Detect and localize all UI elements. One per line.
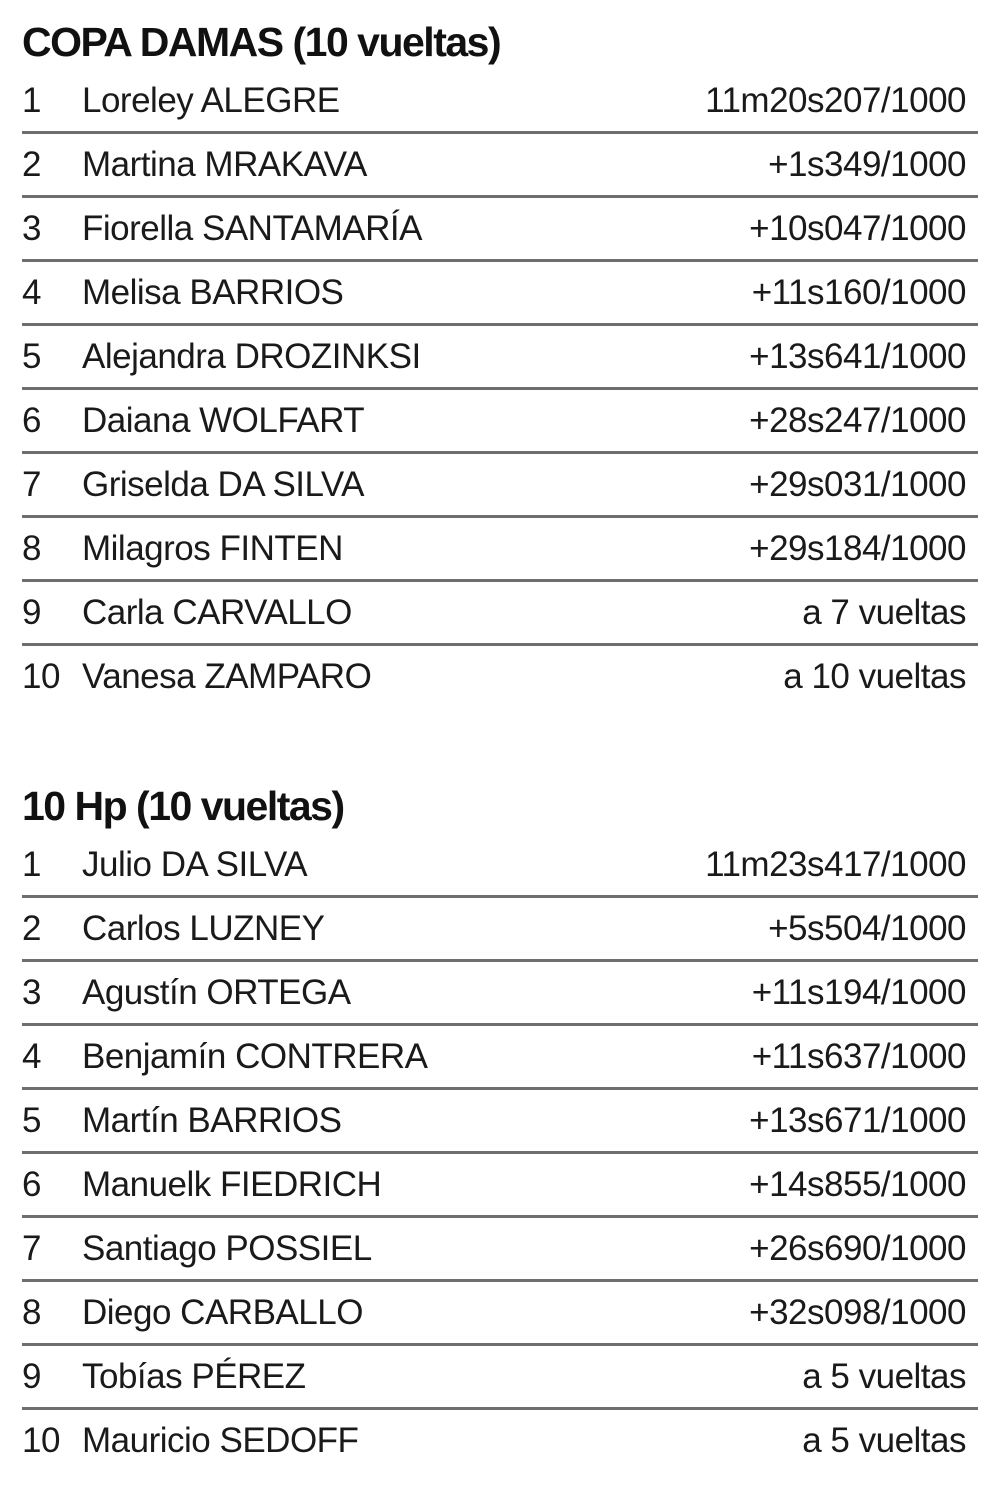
result-row bbox=[22, 646, 978, 710]
race-time: +29s031/1000 bbox=[749, 464, 966, 504]
result-row bbox=[22, 198, 978, 262]
driver-name: Tobías PÉREZ bbox=[82, 1356, 306, 1396]
position: 8 bbox=[22, 528, 41, 568]
result-row bbox=[22, 1218, 978, 1282]
10hp-section bbox=[22, 778, 978, 1474]
result-row bbox=[22, 1282, 978, 1346]
race-time: a 7 vueltas bbox=[802, 592, 966, 632]
position: 5 bbox=[22, 336, 41, 376]
result-row bbox=[22, 262, 978, 326]
position: 9 bbox=[22, 592, 41, 632]
section-title: COPA DAMAS (10 vueltas) bbox=[22, 19, 501, 65]
result-row bbox=[22, 1026, 978, 1090]
result-row bbox=[22, 1090, 978, 1154]
driver-name: Diego CARBALLO bbox=[82, 1292, 363, 1332]
race-time: +14s855/1000 bbox=[749, 1164, 966, 1204]
driver-name: Julio DA SILVA bbox=[82, 844, 308, 884]
race-time: +1s349/1000 bbox=[768, 144, 966, 184]
result-row bbox=[22, 390, 978, 454]
position: 7 bbox=[22, 464, 41, 504]
position: 1 bbox=[22, 80, 41, 120]
driver-name: Martina MRAKAVA bbox=[82, 144, 367, 184]
driver-name: Agustín ORTEGA bbox=[82, 972, 351, 1012]
race-time: 11m20s207/1000 bbox=[705, 80, 966, 120]
race-time: a 10 vueltas bbox=[783, 656, 966, 696]
race-time: +13s641/1000 bbox=[749, 336, 966, 376]
position: 4 bbox=[22, 272, 41, 312]
race-time: +11s637/1000 bbox=[751, 1036, 966, 1076]
driver-name: Vanesa ZAMPARO bbox=[82, 656, 372, 696]
driver-name: Benjamín CONTRERA bbox=[82, 1036, 428, 1076]
race-time: +5s504/1000 bbox=[768, 908, 966, 948]
position: 10 bbox=[22, 1420, 60, 1460]
result-row bbox=[22, 834, 978, 898]
race-time: +11s194/1000 bbox=[751, 972, 966, 1012]
result-row bbox=[22, 962, 978, 1026]
position: 6 bbox=[22, 400, 41, 440]
position: 5 bbox=[22, 1100, 41, 1140]
race-time: +26s690/1000 bbox=[749, 1228, 966, 1268]
driver-name: Fiorella SANTAMARÍA bbox=[82, 208, 422, 248]
result-row bbox=[22, 582, 978, 646]
race-time: 11m23s417/1000 bbox=[705, 844, 966, 884]
copa-damas-section bbox=[22, 14, 978, 710]
race-time: a 5 vueltas bbox=[802, 1356, 966, 1396]
driver-name: Daiana WOLFART bbox=[82, 400, 365, 440]
result-row bbox=[22, 518, 978, 582]
race-time: +13s671/1000 bbox=[749, 1100, 966, 1140]
race-time: +29s184/1000 bbox=[749, 528, 966, 568]
result-row bbox=[22, 1346, 978, 1410]
result-row bbox=[22, 134, 978, 198]
driver-name: Carlos LUZNEY bbox=[82, 908, 325, 948]
race-time: +28s247/1000 bbox=[749, 400, 966, 440]
position: 10 bbox=[22, 656, 60, 696]
driver-name: Manuelk FIEDRICH bbox=[82, 1164, 382, 1204]
results-list bbox=[22, 834, 978, 1474]
result-row bbox=[22, 70, 978, 134]
position: 1 bbox=[22, 844, 41, 884]
driver-name: Loreley ALEGRE bbox=[82, 80, 340, 120]
race-time: +11s160/1000 bbox=[751, 272, 966, 312]
race-time: a 5 vueltas bbox=[802, 1420, 966, 1460]
result-row bbox=[22, 326, 978, 390]
position: 3 bbox=[22, 972, 41, 1012]
driver-name: Carla CARVALLO bbox=[82, 592, 352, 632]
result-row bbox=[22, 1154, 978, 1218]
position: 8 bbox=[22, 1292, 41, 1332]
result-row bbox=[22, 454, 978, 518]
position: 9 bbox=[22, 1356, 41, 1396]
driver-name: Martín BARRIOS bbox=[82, 1100, 342, 1140]
result-row bbox=[22, 898, 978, 962]
result-row bbox=[22, 1410, 978, 1474]
driver-name: Santiago POSSIEL bbox=[82, 1228, 372, 1268]
position: 3 bbox=[22, 208, 41, 248]
results-list bbox=[22, 70, 978, 710]
section-title: 10 Hp (10 vueltas) bbox=[22, 783, 344, 829]
race-time: +10s047/1000 bbox=[749, 208, 966, 248]
race-time: +32s098/1000 bbox=[749, 1292, 966, 1332]
position: 2 bbox=[22, 144, 41, 184]
driver-name: Mauricio SEDOFF bbox=[82, 1420, 359, 1460]
driver-name: Milagros FINTEN bbox=[82, 528, 343, 568]
position: 6 bbox=[22, 1164, 41, 1204]
position: 4 bbox=[22, 1036, 41, 1076]
driver-name: Melisa BARRIOS bbox=[82, 272, 344, 312]
position: 2 bbox=[22, 908, 41, 948]
position: 7 bbox=[22, 1228, 41, 1268]
driver-name: Griselda DA SILVA bbox=[82, 464, 364, 504]
driver-name: Alejandra DROZINKSI bbox=[82, 336, 421, 376]
